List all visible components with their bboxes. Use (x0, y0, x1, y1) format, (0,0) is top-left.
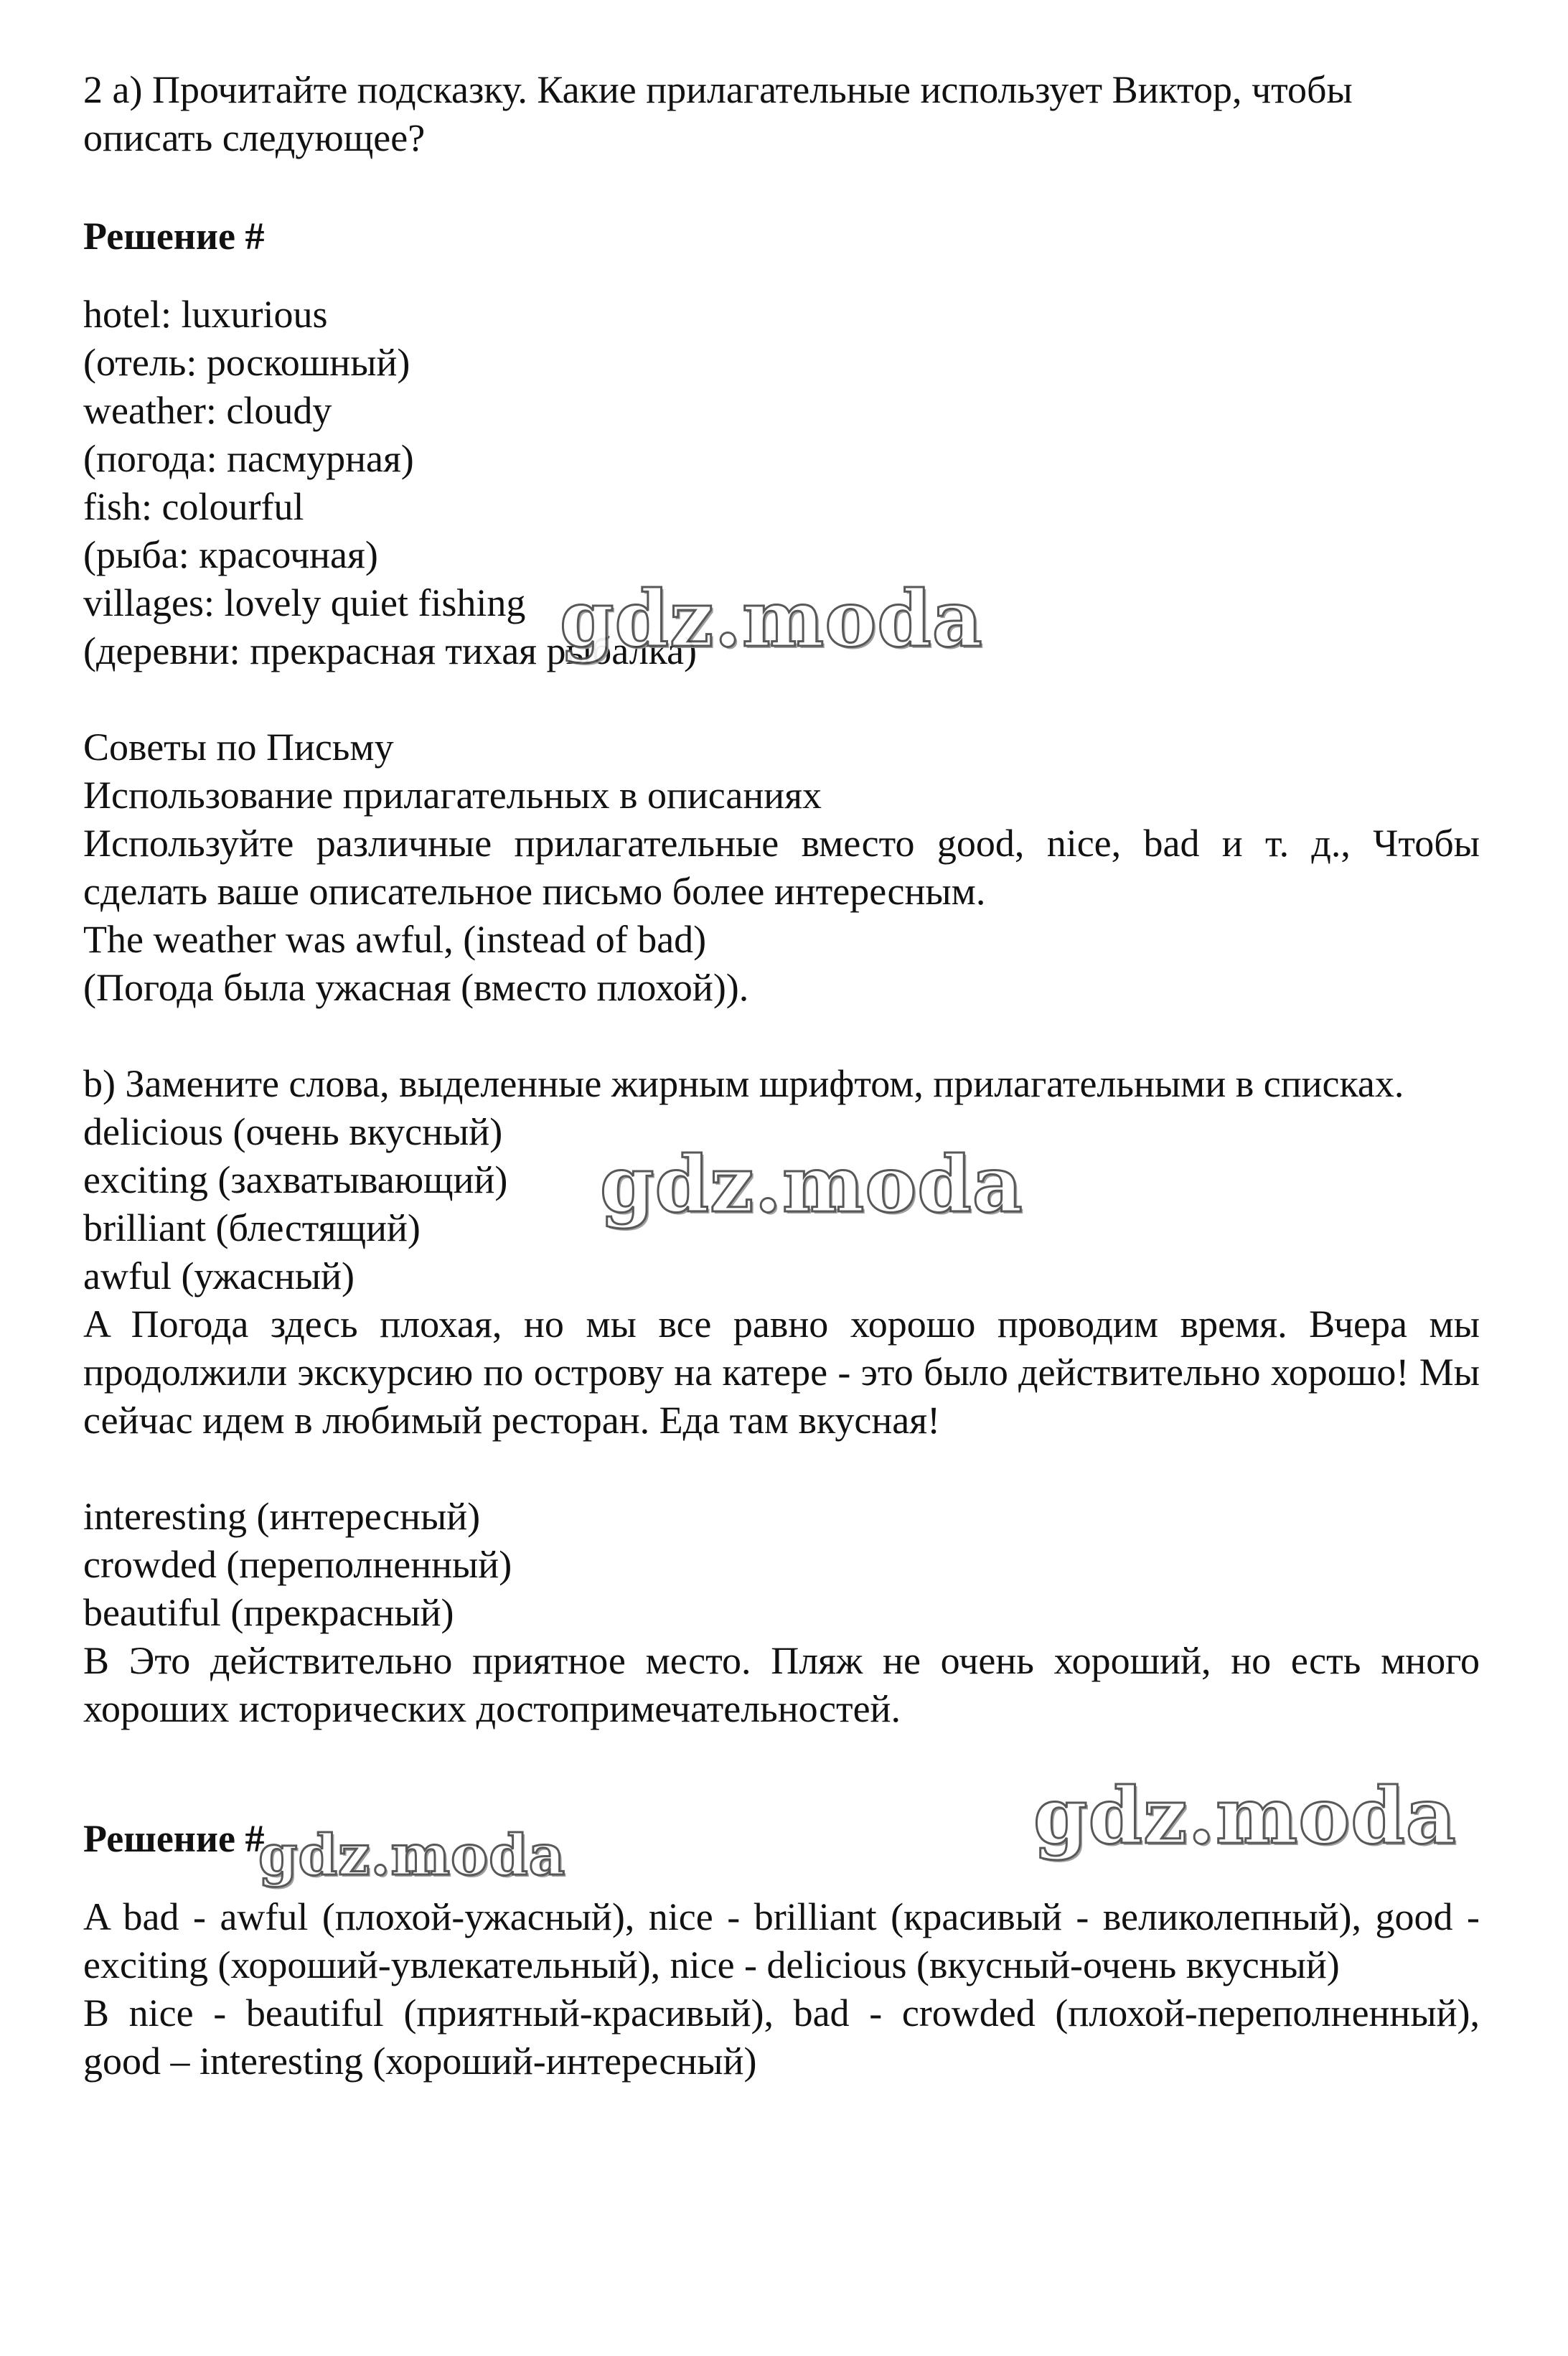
solution-heading-2: Решение # (83, 1817, 265, 1860)
watermark: gdz.moda (1033, 1771, 1457, 1862)
solution-b (83, 1893, 1480, 2085)
spacer (83, 261, 1480, 291)
answer-line: (погода: пасмурная) (83, 437, 414, 480)
answer-line: hotel: luxurious (83, 293, 328, 336)
watermark: gdz.moda (258, 1823, 566, 1888)
task-title-line-1: 2 a) Прочитайте подсказку. Какие прилагательные использует Виктор, чтобы (83, 68, 1353, 111)
answer-line: (рыба: красочная) (83, 533, 378, 576)
list-a-item: delicious (очень вкусный) (83, 1110, 503, 1153)
spacer (83, 162, 1480, 212)
tips-subtitle: Использование прилагательных в описаниях (83, 774, 822, 817)
spacer (83, 675, 1480, 723)
solution-answer-a: A bad - awful (плохой-ужасный), nice - brilliant (красивый - великолепный), good - exciting (хороший-увлекательный), nice - delicious (вкусный-очень вкусный) (83, 1895, 1480, 1986)
spacer (83, 1012, 1480, 1060)
spacer (83, 1445, 1480, 1493)
tips-title: Советы по Письму (83, 726, 394, 769)
solution-answer-b: B nice - beautiful (приятный-красивый), bad - crowded (плохой-переполненный), good – interesting (хороший-интересный) (83, 1991, 1480, 2083)
list-b-item: crowded (переполненный) (83, 1543, 512, 1586)
answer-line: fish: colourful (83, 485, 304, 528)
writing-tips (83, 723, 1480, 1012)
watermark: gdz.moda (560, 574, 983, 665)
watermark: gdz.moda (600, 1140, 1023, 1230)
answer-line: (отель: роскошный) (83, 341, 410, 384)
answer-line: (деревни: прекрасная тихая рыбалка) (83, 629, 698, 672)
answer-line: weather: cloudy (83, 389, 332, 432)
tips-example-translation: (Погода была ужасная (вместо плохой)). (83, 966, 749, 1009)
solution-heading-1: Решение # (83, 215, 265, 258)
task-title-line-2: описать следующее? (83, 116, 426, 159)
list-a-item: awful (ужасный) (83, 1254, 355, 1297)
answer-line: villages: lovely quiet fishing (83, 581, 526, 624)
part-b-instruction: b) Замените слова, выделенные жирным шрифтом, прилагательными в списках. (83, 1062, 1404, 1105)
tips-example: The weather was awful, (instead of bad) (83, 918, 707, 961)
list-a-item: exciting (захватывающий) (83, 1158, 508, 1201)
text-a: A Погода здесь плохая, но мы все равно хорошо проводим время. Вчера мы продолжили экскурсию по острову на катере - это было действительно хорошо! Мы сейчас идем в любимый ресторан. Еда там вкусная! (83, 1303, 1480, 1442)
list-b-item: beautiful (прекрасный) (83, 1591, 454, 1634)
text-b: B Это действительно приятное место. Пляж не очень хороший, но есть много хороших исторических достопримечательностей. (83, 1639, 1480, 1730)
tips-body: Используйте различные прилагательные вместо good, nice, bad и т. д., Чтобы сделать ваше описательное письмо более интересным. (83, 822, 1480, 913)
list-b-item: interesting (интересный) (83, 1495, 481, 1538)
list-a-item: brilliant (блестящий) (83, 1206, 421, 1249)
